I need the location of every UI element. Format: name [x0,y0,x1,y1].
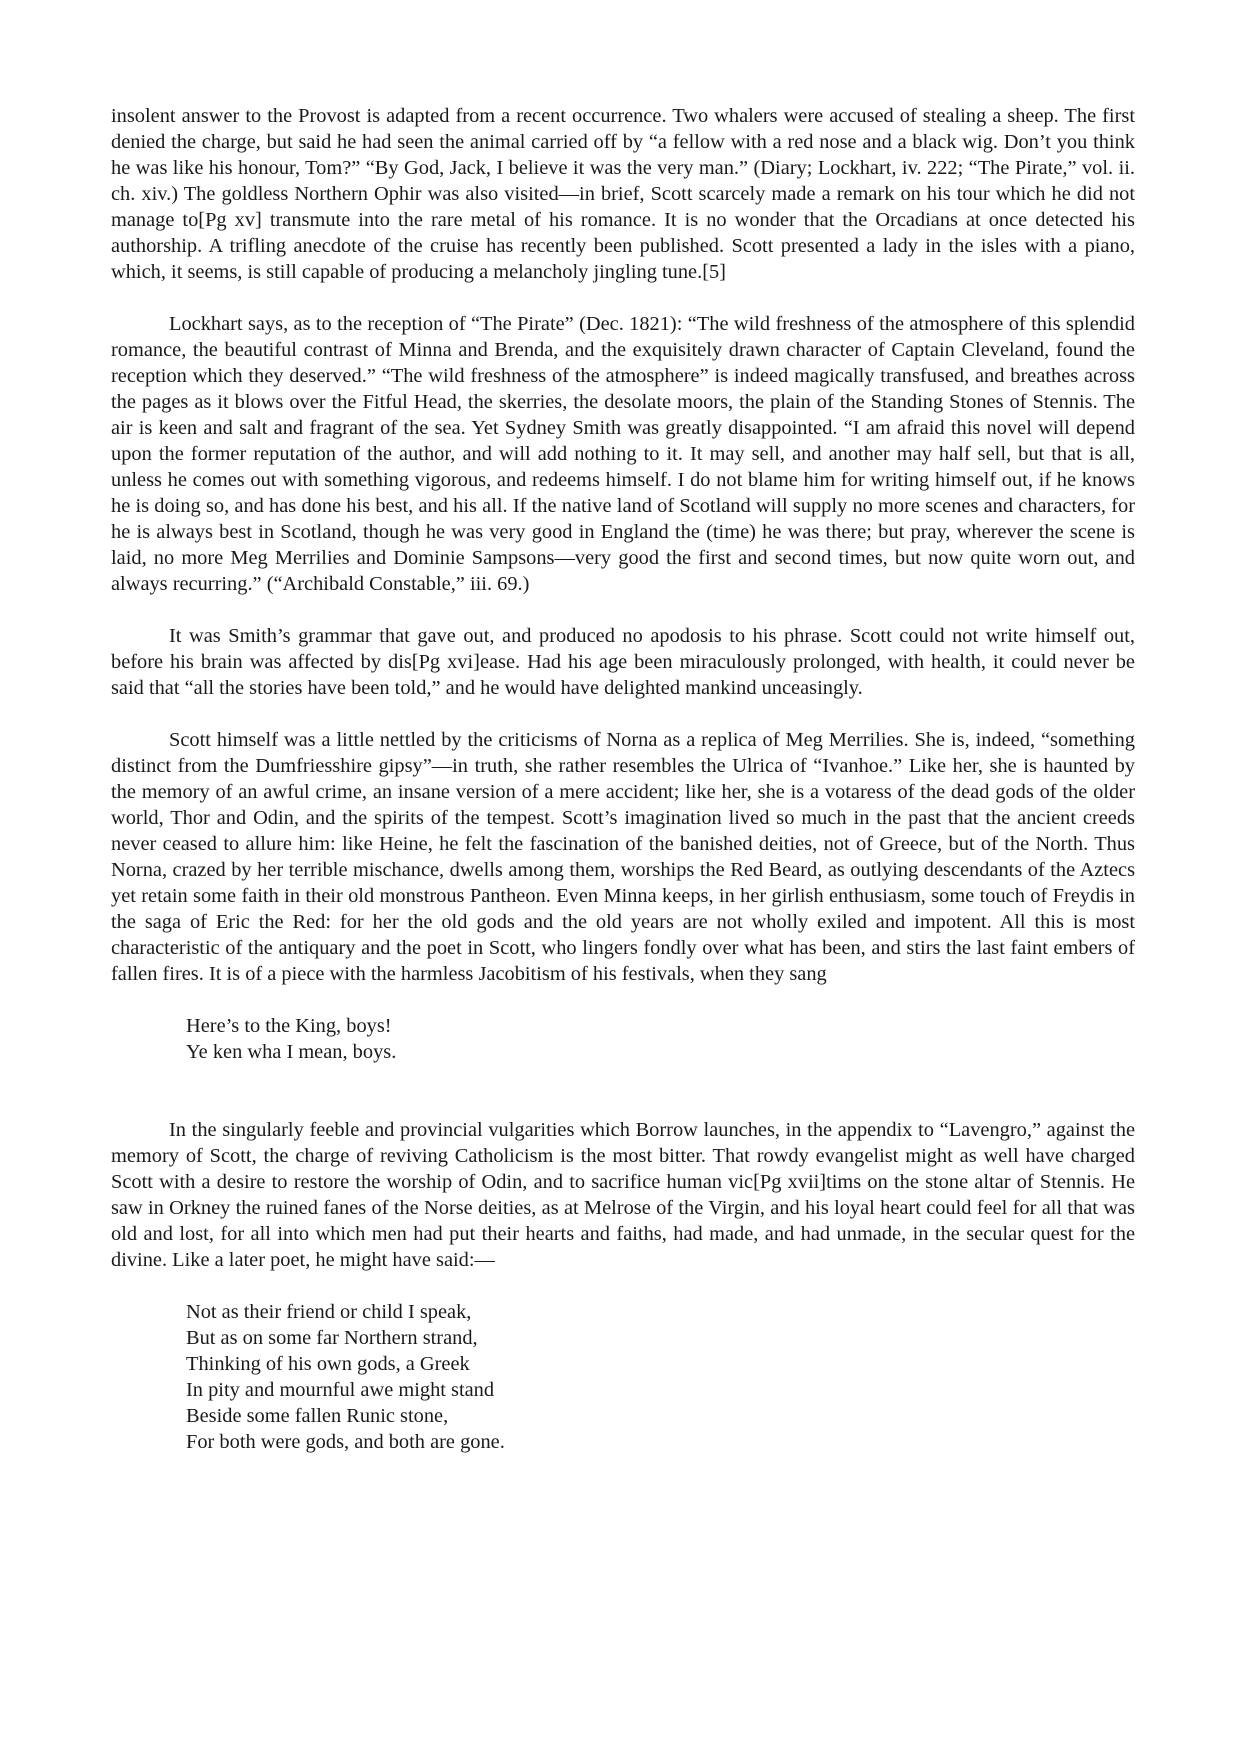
document-page [111,103,1135,1455]
paragraph-3: It was Smith’s grammar that gave out, and produced no apodosis to his phrase. Scott could not write himself out, before his brain was affected by dis[Pg xvi]ease. Had his age been miraculously prolonged, with health, it could never be said that “all the stories have been told,” and he would have delighted mankind unceasingly. [111,625,1135,699]
paragraph-4: Scott himself was a little nettled by the criticisms of Norna as a replica of Meg Merrilies. She is, indeed, “something distinct from the Dumfriesshire gipsy”—in truth, she rather resembles the Ulrica of “Ivanhoe.” Like her, she is haunted by the memory of an awful crime, an insane version of a mere accident; like her, she is a votaress of the dead gods of the older world, Thor and Odin, and the spirits of the tempest. Scott’s imagination lived so much in the past that the ancient creeds never ceased to allure him: like Heine, he felt the fascination of the banished deities, not of Greece, but of the North. Thus Norna, crazed by her terrible mischance, dwells among them, worships the Red Beard, as outlying descendants of the Aztecs yet retain some faith in their old monstrous Pantheon. Even Minna keeps, in her girlish enthusiasm, some touch of Freydis in the saga of Eric the Red: for her the old gods and the old years are not wholly exiled and impotent. All this is most characteristic of the antiquary and the poet in Scott, who lingers fondly over what has been, and stirs the last faint embers of fallen fires. It is of a piece with the harmless Jacobitism of his festivals, when they sang [111,729,1135,985]
verse-line: But as on some far Northern strand, [186,1327,478,1349]
verse-jacobite-toast [186,1013,1135,1065]
paragraph-2: Lockhart says, as to the reception of “The Pirate” (Dec. 1821): “The wild freshness of the atmosphere of this splendid romance, the beautiful contrast of Minna and Brenda, and the exquisitely drawn character of Captain Cleveland, found the reception which they deserved.” “The wild freshness of the atmosphere” is indeed magically transfused, and breathes across the pages as it blows over the Fitful Head, the skerries, the desolate moors, the plain of the Standing Stones of Stennis. The air is keen and salt and fragrant of the sea. Yet Sydney Smith was greatly disappointed. “I am afraid this novel will depend upon the former reputation of the author, and will add nothing to it. It may sell, and another may half sell, but that is all, unless he comes out with something vigorous, and redeems himself. I do not blame him for writing himself out, if he knows he is doing so, and has done his best, and his all. If the native land of Scotland will supply no more scenes and characters, for he is always best in Scotland, though he was very good in England the (time) he was there; but pray, wherever the scene is laid, no more Meg Merrilies and Dominie Sampsons—very good the first and second times, but now quite worn out, and always recurring.” (“Archibald Constable,” iii. 69.) [111,313,1135,595]
verse-line: Here’s to the King, boys! [186,1015,392,1037]
paragraph-1: insolent answer to the Provost is adapted from a recent occurrence. Two whalers were accused of stealing a sheep. The first denied the charge, but said he had seen the animal carried off by “a fellow with a red nose and a black wig. Don’t you think he was like his honour, Tom?” “By God, Jack, I believe it was the very man.” (Diary; Lockhart, iv. 222; “The Pirate,” vol. ii. ch. xiv.) The goldless Northern Ophir was also visited—in brief, Scott scarcely made a remark on his tour which he did not manage to[Pg xv] transmute into the rare metal of his romance. It is no wonder that the Orcadians at once detected his authorship. A trifling anecdote of the cruise has recently been published. Scott presented a lady in the isles with a piano, which, it seems, is still capable of producing a melancholy jingling tune.[5] [111,105,1135,283]
verse-line: Not as their friend or child I speak, [186,1301,472,1323]
verse-line: Thinking of his own gods, a Greek [186,1353,470,1375]
paragraph-5: In the singularly feeble and provincial vulgarities which Borrow launches, in the appendix to “Lavengro,” against the memory of Scott, the charge of reviving Catholicism is the most bitter. That rowdy evangelist might as well have charged Scott with a desire to restore the worship of Odin, and to sacrifice human vic[Pg xvii]tims on the stone altar of Stennis. He saw in Orkney the ruined fanes of the Norse deities, as at Melrose of the Virgin, and his loyal heart could feel for all that was old and lost, for all into which men had put their hearts and faiths, had made, and had unmade, in the secular quest for the divine. Like a later poet, he might have said:— [111,1119,1135,1271]
verse-line: For both were gods, and both are gone. [186,1431,505,1453]
verse-line: Ye ken wha I mean, boys. [186,1041,397,1063]
verse-line: Beside some fallen Runic stone, [186,1405,449,1427]
verse-line: In pity and mournful awe might stand [186,1379,495,1401]
verse-runic-stone [186,1299,1135,1455]
